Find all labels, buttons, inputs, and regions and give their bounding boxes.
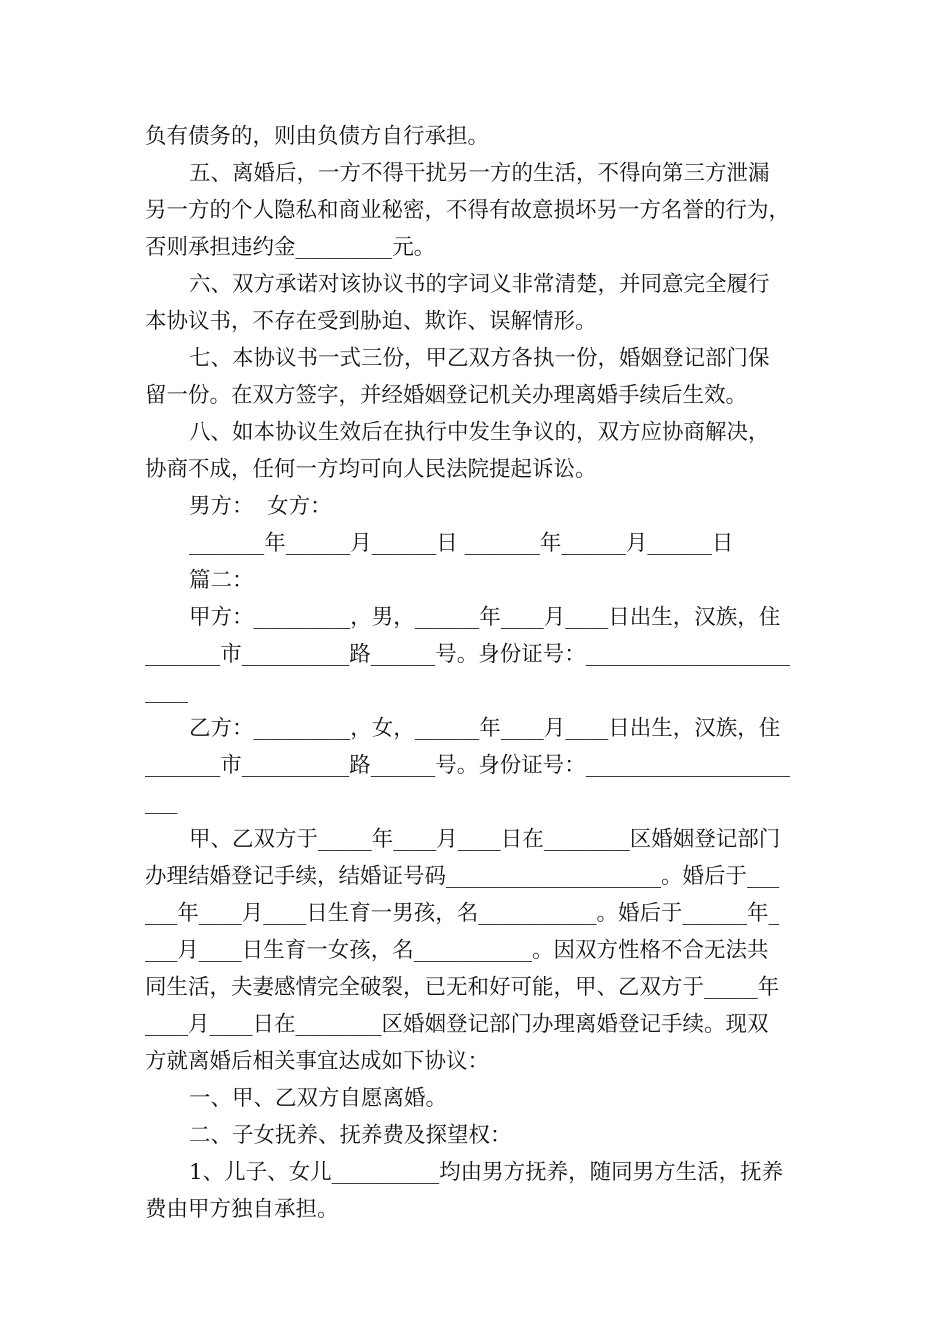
section-heading: 篇二： <box>189 568 254 593</box>
text-line: 办理结婚登记手续，结婚证号码____________________。婚后于___ <box>145 864 780 889</box>
text-line: _______市__________路______号。身份证号：___________________ <box>145 642 791 667</box>
text-line: _______市__________路______号。身份证号：___________________ <box>145 753 791 778</box>
text-line: 1、儿子、女儿__________均由男方抚养，随同男方生活，抚养 <box>189 1160 784 1185</box>
text-line: 费由甲方独自承担。 <box>145 1197 339 1222</box>
text-line: 负有债务的，则由负债方自行承担。 <box>145 124 490 149</box>
text-line: 甲、乙双方于_____年____月____日在________区婚姻登记部门 <box>189 827 781 852</box>
text-line: 乙方：_________，女，______年____月____日出生，汉族，住 <box>189 716 781 741</box>
date-line: _______年______月______日 _______年______月______日 <box>189 531 734 556</box>
text-line: 五、离婚后，一方不得干扰另一方的生活，不得向第三方泄漏 <box>189 161 770 186</box>
text-line: 甲方：_________，男，______年____月____日出生，汉族，住 <box>189 605 781 630</box>
text-line: 留一份。在双方签字，并经婚姻登记机关办理离婚手续后生效。 <box>145 383 748 408</box>
text-line: ___月____日生育一女孩，名___________。因双方性格不合无法共 <box>145 938 769 963</box>
text-line: 否则承担违约金_________元。 <box>145 235 436 260</box>
text-line: ____ <box>145 679 188 704</box>
text-line: ____月____日在________区婚姻登记部门办理离婚登记手续。现双 <box>145 1012 769 1037</box>
text-line: ___年____月____日生育一男孩，名___________。婚后于______年_ <box>145 901 780 926</box>
document-body <box>145 118 811 1228</box>
text-line: 六、双方承诺对该协议书的字词义非常清楚，并同意完全履行 <box>189 272 770 297</box>
text-line: 八、如本协议生效后在执行中发生争议的，双方应协商解决， <box>189 420 770 445</box>
text-line: 方就离婚后相关事宜达成如下协议： <box>145 1049 490 1074</box>
text-line: 另一方的个人隐私和商业秘密，不得有故意损坏另一方名誉的行为， <box>145 198 791 223</box>
text-line: ___ <box>145 790 178 815</box>
text-line: 七、本协议书一式三份，甲乙双方各执一份，婚姻登记部门保 <box>189 346 770 371</box>
text-line: 协商不成，任何一方均可向人民法院提起诉讼。 <box>145 457 597 482</box>
text-line: 二、子女抚养、抚养费及探望权： <box>189 1123 512 1148</box>
text-line: 一、甲、乙双方自愿离婚。 <box>189 1086 448 1111</box>
signature-line: 男方： 女方： <box>189 494 332 519</box>
text-line: 本协议书，不存在受到胁迫、欺诈、误解情形。 <box>145 309 597 334</box>
text-line: 同生活，夫妻感情完全破裂，已无和好可能，甲、乙双方于_____年 <box>145 975 780 1000</box>
